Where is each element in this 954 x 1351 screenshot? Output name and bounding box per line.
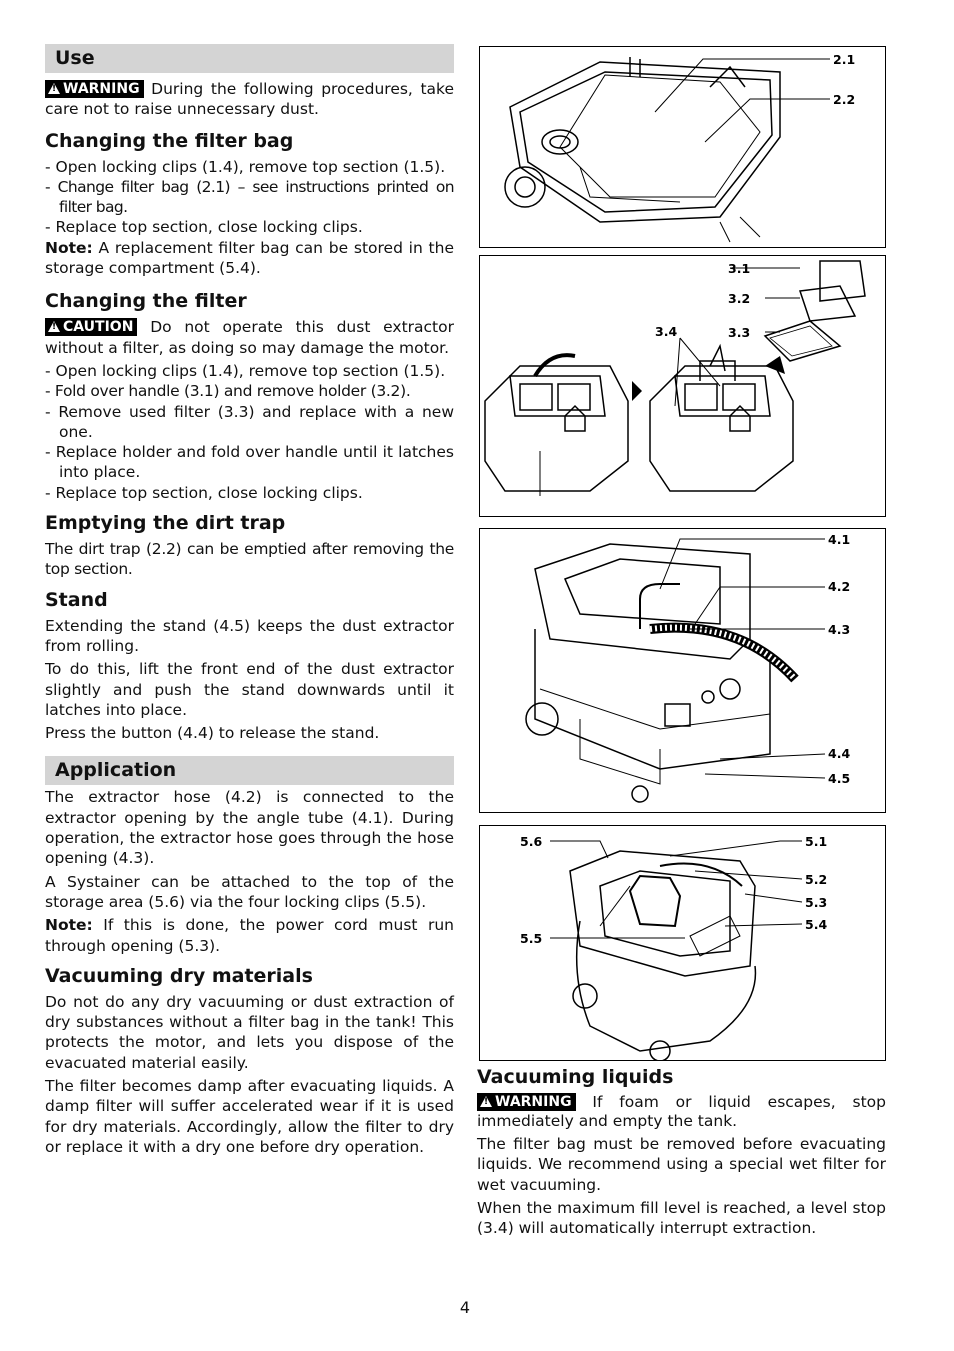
filter-heading: Changing the filter <box>45 290 247 313</box>
liquids-warning <box>477 1093 886 1131</box>
filter-bag-note <box>45 238 454 279</box>
list-item: - Open locking clips (1.4), remove top section (1.5). <box>45 157 446 176</box>
label-3-2: 3.2 <box>728 291 751 306</box>
use-warning <box>45 79 454 120</box>
note-text: A replacement filter bag can be stored in the storage compartment (5.4). <box>45 238 454 278</box>
use-warning-text: During the following procedures, take care not to raise unnecessary dust. <box>45 80 454 119</box>
list-item: - Replace top section, close locking clips. <box>45 218 363 237</box>
label-5-3: 5.3 <box>805 895 828 910</box>
warning-badge: !WARNING <box>45 80 144 98</box>
warning-triangle-icon <box>48 83 60 94</box>
warning-badge: !WARNING <box>477 1093 576 1111</box>
stand-text-2: To do this, lift the front end of the dust extractor slightly and push the stand downwards until it latches into place. <box>45 660 454 719</box>
warning-triangle-icon <box>480 1096 492 1107</box>
label-5-5: 5.5 <box>520 931 543 946</box>
figure-application <box>479 528 886 813</box>
dry-text-1: Do not do any dry vacuuming or dust extraction of dry substances without a filter bag in the tank! This protects the motor, and lets you dispose of the evacuated material easily. <box>45 992 454 1072</box>
warning-triangle-icon <box>48 321 60 332</box>
left-column <box>45 44 454 1160</box>
list-item: - Change filter bag (2.1) – see instructions printed on filter bag. <box>45 177 454 217</box>
list-item: - Open locking clips (1.4), remove top section (1.5). <box>45 361 446 380</box>
label-4-5: 4.5 <box>828 771 851 786</box>
filter-bag-heading: Changing the filter bag <box>45 129 294 152</box>
label-4-3: 4.3 <box>828 622 851 637</box>
application-text-2: A Systainer can be attached to the top of the storage area (5.6) via the four locking clips (5.5). <box>45 872 454 911</box>
liquids-text-2: When the maximum fill level is reached, a level stop (3.4) will automatically interrupt extraction. <box>477 1198 886 1238</box>
list-item: - Fold over handle (3.1) and remove holder (3.2). <box>45 382 411 401</box>
label-4-2: 4.2 <box>828 579 851 594</box>
liquids-warning-text: If foam or liquid escapes, stop immediately and empty the tank. <box>477 1093 886 1130</box>
label-3-3: 3.3 <box>728 325 751 340</box>
label-5-1: 5.1 <box>805 834 828 849</box>
liquids-heading: Vacuuming liquids <box>477 1066 674 1088</box>
stand-text-3: Press the button (4.4) to release the stand. <box>45 724 380 743</box>
figure-filter-bag <box>479 46 886 248</box>
note-label: Note: <box>45 916 93 935</box>
note-label: Note: <box>45 238 93 257</box>
filter-change-illustration <box>480 256 885 516</box>
application-note <box>45 915 454 956</box>
application-text-1: The extractor hose (4.2) is connected to the extractor opening by the angle tube (4.1). During operation, the extractor hose goes through the hose opening (4.3). <box>45 788 454 868</box>
application-illustration <box>480 529 885 812</box>
label-4-4: 4.4 <box>828 746 851 761</box>
filter-caution <box>45 317 454 358</box>
figure-filter-change <box>479 255 886 517</box>
label-5-4: 5.4 <box>805 917 828 932</box>
application-section-title: Application <box>45 756 454 785</box>
dirt-trap-text: The dirt trap (2.2) can be emptied after removing the top section. <box>45 540 454 579</box>
stand-heading: Stand <box>45 588 108 611</box>
dry-heading: Vacuuming dry materials <box>45 964 313 987</box>
label-3-1: 3.1 <box>728 261 751 276</box>
list-item: - Replace top section, close locking clips. <box>45 483 363 502</box>
dry-text-2: The filter becomes damp after evacuating liquids. A damp filter will suffer accelerated wear if it is used for dry materials. Accordingly, allow the filter to dry or replace it with a dry one before dry operation. <box>45 1076 454 1156</box>
label-2-2: 2.2 <box>833 92 856 107</box>
filter-caution-text: Do not operate this dust extractor without a filter, as doing so may damage the motor. <box>45 318 454 357</box>
label-5-2: 5.2 <box>805 872 828 887</box>
list-item: - Remove used filter (3.3) and replace with a new one. <box>45 402 454 441</box>
label-5-6: 5.6 <box>520 834 543 849</box>
use-section-title: Use <box>45 44 454 73</box>
label-3-4: 3.4 <box>655 324 678 339</box>
page-number: 4 <box>459 1298 471 1317</box>
stand-text-1: Extending the stand (4.5) keeps the dust extractor from rolling. <box>45 616 454 655</box>
note-text: If this is done, the power cord must run through opening (5.3). <box>45 916 454 955</box>
liquids-text-1: The filter bag must be removed before evacuating liquids. We recommend using a special wet filter for wet vacuuming. <box>477 1135 886 1194</box>
label-4-1: 4.1 <box>828 532 851 547</box>
caution-badge: !CAUTION <box>45 318 137 336</box>
label-2-1: 2.1 <box>833 52 856 67</box>
filter-steps <box>45 361 454 503</box>
filter-bag-illustration <box>480 47 885 247</box>
filter-bag-steps <box>45 157 454 238</box>
systainer-illustration <box>480 826 885 1060</box>
figure-systainer <box>479 825 886 1061</box>
list-item: - Replace holder and fold over handle until it latches into place. <box>45 443 454 482</box>
liquids-section <box>477 1066 886 1241</box>
dirt-trap-heading: Emptying the dirt trap <box>45 512 286 535</box>
